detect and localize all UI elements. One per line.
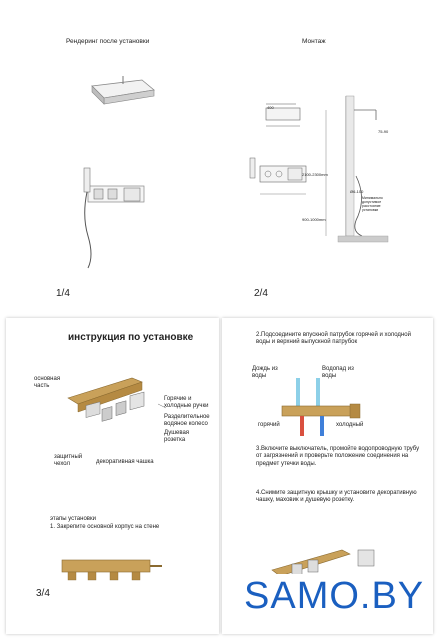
dimension-diameter: Ø6-100 — [350, 189, 364, 194]
dimension-arm: 75-90 — [378, 129, 389, 134]
page-1-title: Рендеринг после установки — [66, 38, 150, 45]
min-distance-note: Минимально допустимое расстояние установки — [362, 196, 383, 212]
label-hot: горячий — [258, 422, 280, 428]
page-2-number: 2/4 — [254, 288, 268, 299]
label-main-part: основная часть — [34, 376, 61, 390]
stages-title: этапы установки — [50, 516, 96, 522]
dimension-height: 2100-2300mm — [302, 172, 328, 177]
label-shower-socket: Душевая розетка — [164, 430, 190, 444]
label-decor-cup: декоративная чашка — [96, 459, 154, 465]
shower-panel-illustration — [76, 156, 156, 266]
main-body-mounted-illustration — [58, 550, 168, 590]
page-3-number: 3/4 — [36, 588, 50, 599]
page-1 — [6, 6, 219, 308]
label-hot-cold-handles: Горячие и холодные ручки — [164, 396, 209, 410]
stage-1: 1. Закрепите основной корпус на стене — [50, 524, 160, 530]
page-3 — [6, 318, 219, 634]
label-faucet-water: Водопад из воды — [322, 366, 354, 380]
brand-watermark: SAMO.BY — [240, 574, 428, 618]
step-3-text: 3.Включите выключатель, промойте водопроводную трубу от загрязнений и проверьте положение соединения на предмет утечки воды. — [256, 446, 420, 467]
step-4-text: 4.Снимите защитную крышку и установите декоративную чашку, маховик и душевую розетку. — [256, 490, 417, 504]
page-3-heading: инструкция по установке — [68, 332, 194, 343]
label-water-wheel: Разделительное водяное колесо — [164, 414, 210, 428]
page-2 — [222, 6, 433, 308]
rain-shower-head-illustration — [88, 76, 158, 116]
label-protective-cover: защитный чехол — [54, 454, 83, 468]
label-cold: холодный — [336, 422, 364, 428]
step-2-text: 2.Подсоедините впускной патрубок горячей и холодной воды и верхний выпускной патрубок — [256, 332, 411, 346]
dimension-lower: 900-1000mm — [302, 217, 326, 222]
page-1-number: 1/4 — [56, 288, 70, 299]
label-rain-water: Дождь из воды — [252, 366, 278, 380]
dimension-width: 400 — [267, 105, 274, 110]
page-2-title: Монтаж — [302, 38, 326, 45]
